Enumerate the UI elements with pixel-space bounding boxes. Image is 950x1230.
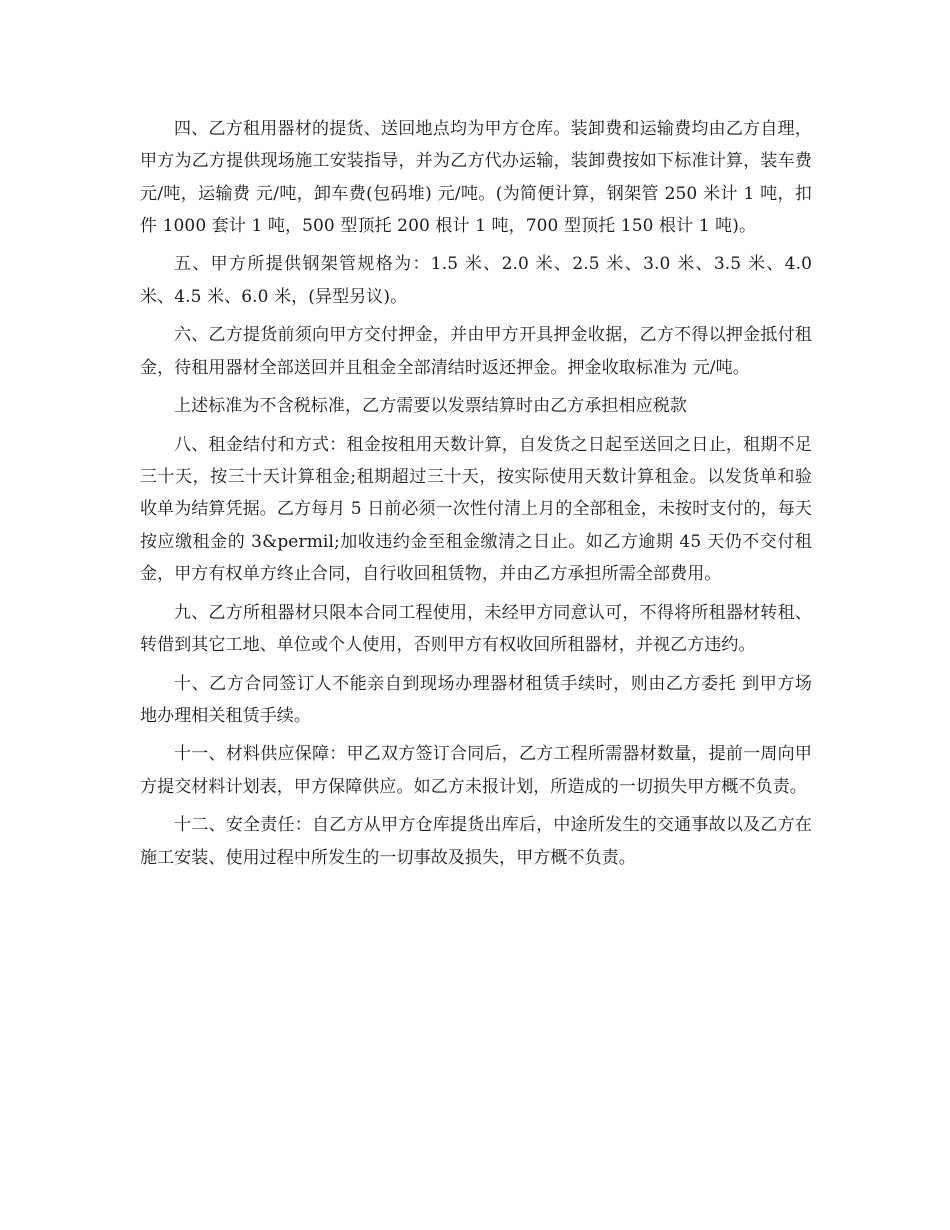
clause-6-deposit: 六、乙方提货前须向甲方交付押金，并由甲方开具押金收据，乙方不得以押金抵付租金，待租用器材全部送回并且租金全部清结时返还押金。押金收取标准为 元/吨。: [140, 325, 812, 378]
clause-11-supply-guarantee: 十一、材料供应保障：甲乙双方签订合同后，乙方工程所需器材数量，提前一周向甲方提交材料计划表，甲方保障供应。如乙方未报计划，所造成的一切损失甲方概不负责。: [140, 744, 812, 797]
clause-4-pickup-and-transport: 四、乙方租用器材的提货、送回地点均为甲方仓库。装卸费和运输费均由乙方自理，甲方为乙方提供现场施工安装指导，并为乙方代办运输，装卸费按如下标准计算，装车费 元/吨，运输费 元/吨，卸车费(包码堆) 元/吨。(为简便计算，钢架管 250 米计 1 吨，扣件 1000 套计 1 吨，500 型顶托 200 根计 1 吨，700 型顶托 150 根计 1 吨)。: [140, 119, 812, 236]
document-page: [140, 113, 812, 880]
clause-12-safety-responsibility: 十二、安全责任：自乙方从甲方仓库提货出库后，中途所发生的交通事故以及乙方在施工安装、使用过程中所发生的一切事故及损失，甲方概不负责。: [140, 815, 812, 868]
clause-5-pipe-specifications: 五、甲方所提供钢架管规格为：1.5 米、2.0 米、2.5 米、3.0 米、3.5 米、4.0 米、4.5 米、6.0 米，(异型另议)。: [140, 254, 812, 307]
clause-10-delegation: 十、乙方合同签订人不能亲自到现场办理器材租赁手续时，则由乙方委托 到甲方场地办理相关租赁手续。: [140, 673, 812, 726]
tax-note: 上述标准为不含税标准，乙方需要以发票结算时由乙方承担相应税款: [174, 396, 687, 417]
clause-8-rent-payment: 八、租金结付和方式：租金按租用天数计算，自发货之日起至送回之日止，租期不足三十天，按三十天计算租金;租期超过三十天，按实际使用天数计算租金。以发货单和验收单为结算凭据。乙方每月 5 日前必须一次性付清上月的全部租金，未按时支付的，每天按应缴租金的 3&permil;加收违约金至租金缴清之日止。如乙方逾期 45 天仍不交付租金，甲方有权单方终止合同，自行收回租赁物，并由乙方承担所需全部费用。: [140, 434, 812, 585]
clause-9-usage-restriction: 九、乙方所租器材只限本合同工程使用，未经甲方同意认可，不得将所租器材转租、转借到其它工地、单位或个人使用，否则甲方有权收回所租器材，并视乙方违约。: [140, 602, 812, 655]
